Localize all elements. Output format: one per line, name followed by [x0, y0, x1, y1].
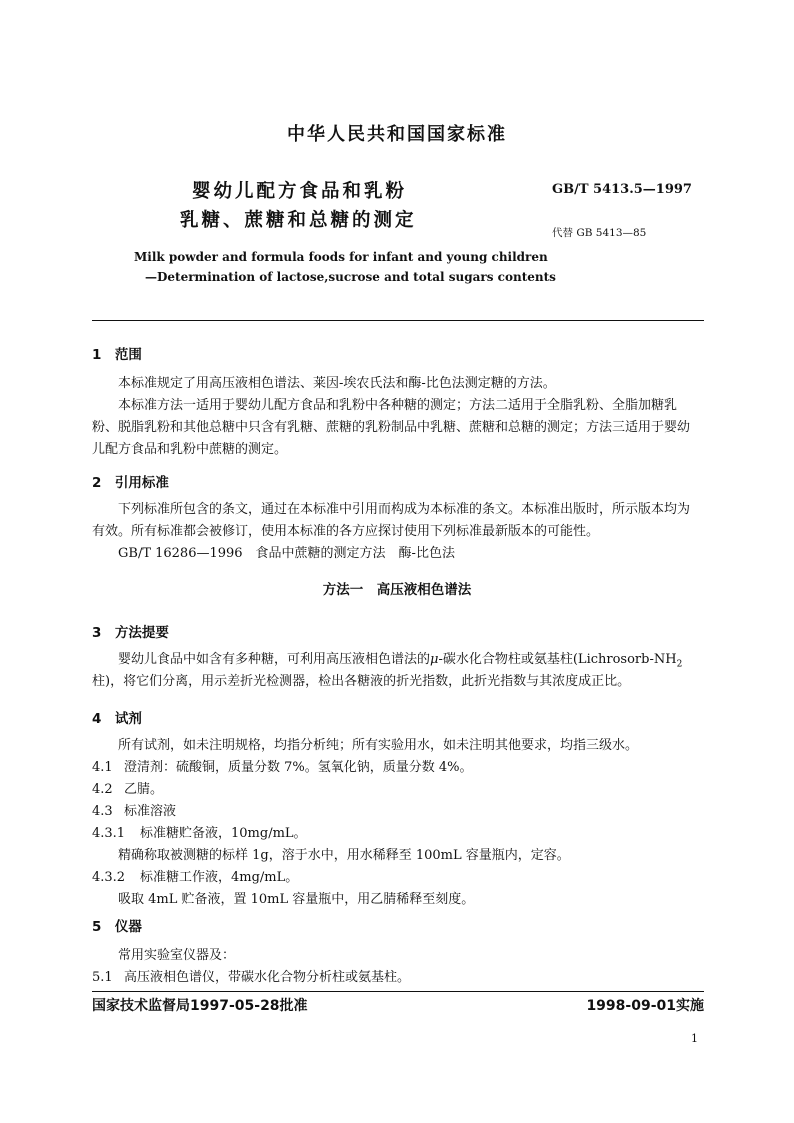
standard-title-line1: 婴幼儿配方食品和乳粉 [192, 181, 408, 202]
english-title-line2: —Determination of lactose,sucrose and total sugars contents [145, 270, 556, 284]
section-3-text-a: 婴幼儿食品中如含有多种糖，可利用高压液相色谱法的 [118, 652, 431, 667]
page-number: 1 [691, 1032, 698, 1045]
english-title-line1: Milk powder and formula foods for infant and young children [134, 250, 548, 264]
section-5-title: 5 仪器 [92, 919, 142, 935]
section-4-title: 4 试剂 [92, 711, 142, 727]
item-4-3-text: 标准溶液 [124, 804, 177, 819]
item-4-3-1-text: 标准糖贮备液，10mg/mL。 [140, 826, 307, 841]
standard-title-line2: 乳糖、蔗糖和总糖的测定 [180, 210, 417, 231]
nh2-subscript: 2 [676, 659, 683, 670]
section-2-title: 2 引用标准 [92, 475, 169, 491]
section-3-paragraph-2: 柱)，将它们分离，用示差折光检测器，检出各糖液的折光指数，此折光指数与其浓度成正比。 [92, 674, 631, 689]
effective-date: 1998-09-01实施 [586, 998, 704, 1014]
method-1-heading: 方法一 高压液相色谱法 [322, 582, 472, 598]
item-4-3-2-text: 标准糖工作液，4mg/mL。 [140, 870, 299, 885]
section-3-title: 3 方法提要 [92, 625, 169, 641]
item-4-3-number: 4.3 [92, 804, 113, 819]
item-4-1-text: 澄清剂：硫酸铜，质量分数 7%。氢氧化钠，质量分数 4%。 [124, 760, 473, 775]
footer-divider [92, 991, 704, 992]
standard-number: GB/T 5413.5—1997 [552, 182, 692, 197]
item-4-3-2-number: 4.3.2 [92, 870, 126, 885]
item-4-3-1-number: 4.3.1 [92, 826, 126, 841]
item-4-3-2-description: 吸取 4mL 贮备液，置 10mL 容量瓶中，用乙腈稀释至刻度。 [118, 892, 475, 907]
item-4-1-number: 4.1 [92, 760, 113, 775]
item-4-3-1-description: 精确称取被测糖的标样 1g，溶于水中，用水稀释至 100mL 容量瓶内，定容。 [118, 848, 570, 863]
section-5-paragraph-1: 常用实验室仪器及： [118, 948, 236, 963]
item-5-1-text: 高压液相色谱仪，带碳水化合物分析柱或氨基柱。 [124, 970, 411, 985]
national-standard-heading: 中华人民共和国国家标准 [287, 124, 507, 145]
approval-line: 国家技术监督局1997-05-28批准 [92, 998, 308, 1014]
section-1-title: 1 范围 [92, 347, 142, 363]
item-5-1-number: 5.1 [92, 970, 113, 985]
replaces-standard: 代替 GB 5413—85 [552, 227, 647, 239]
section-3-text-b: -碳水化合物柱或氨基柱(Lichrosorb-NH [438, 652, 677, 667]
header-divider [92, 320, 704, 321]
item-4-2-text: 乙腈。 [124, 782, 164, 797]
mu-symbol: μ [430, 652, 439, 667]
section-4-paragraph-1: 所有试剂，如未注明规格，均指分析纯；所有实验用水，如未注明其他要求，均指三级水。 [118, 738, 639, 753]
section-1-paragraph-2: 本标准方法一适用于婴幼儿配方食品和乳粉中各种糖的测定；方法二适用于全脂乳粉、全脂加糖乳粉、脱脂乳粉和其他总糖中只含有乳糖、蔗糖的乳粉制品中乳糖、蔗糖和总糖的测定；方法三适用于婴幼儿配方食品和乳粉中蔗糖的测定。 [92, 398, 691, 457]
referenced-standard: GB/T 16286—1996 食品中蔗糖的测定方法 酶-比色法 [118, 546, 455, 561]
section-1-paragraph-1: 本标准规定了用高压液相色谱法、莱因-埃农氏法和酶-比色法测定糖的方法。 [118, 376, 556, 391]
section-2-paragraph-1: 下列标准所包含的条文，通过在本标准中引用而构成为本标准的条文。本标准出版时，所示版本均为有效。所有标准都会被修订，使用本标准的各方应探讨使用下列标准最新版本的可能性。 [92, 502, 691, 539]
item-4-2-number: 4.2 [92, 782, 113, 797]
